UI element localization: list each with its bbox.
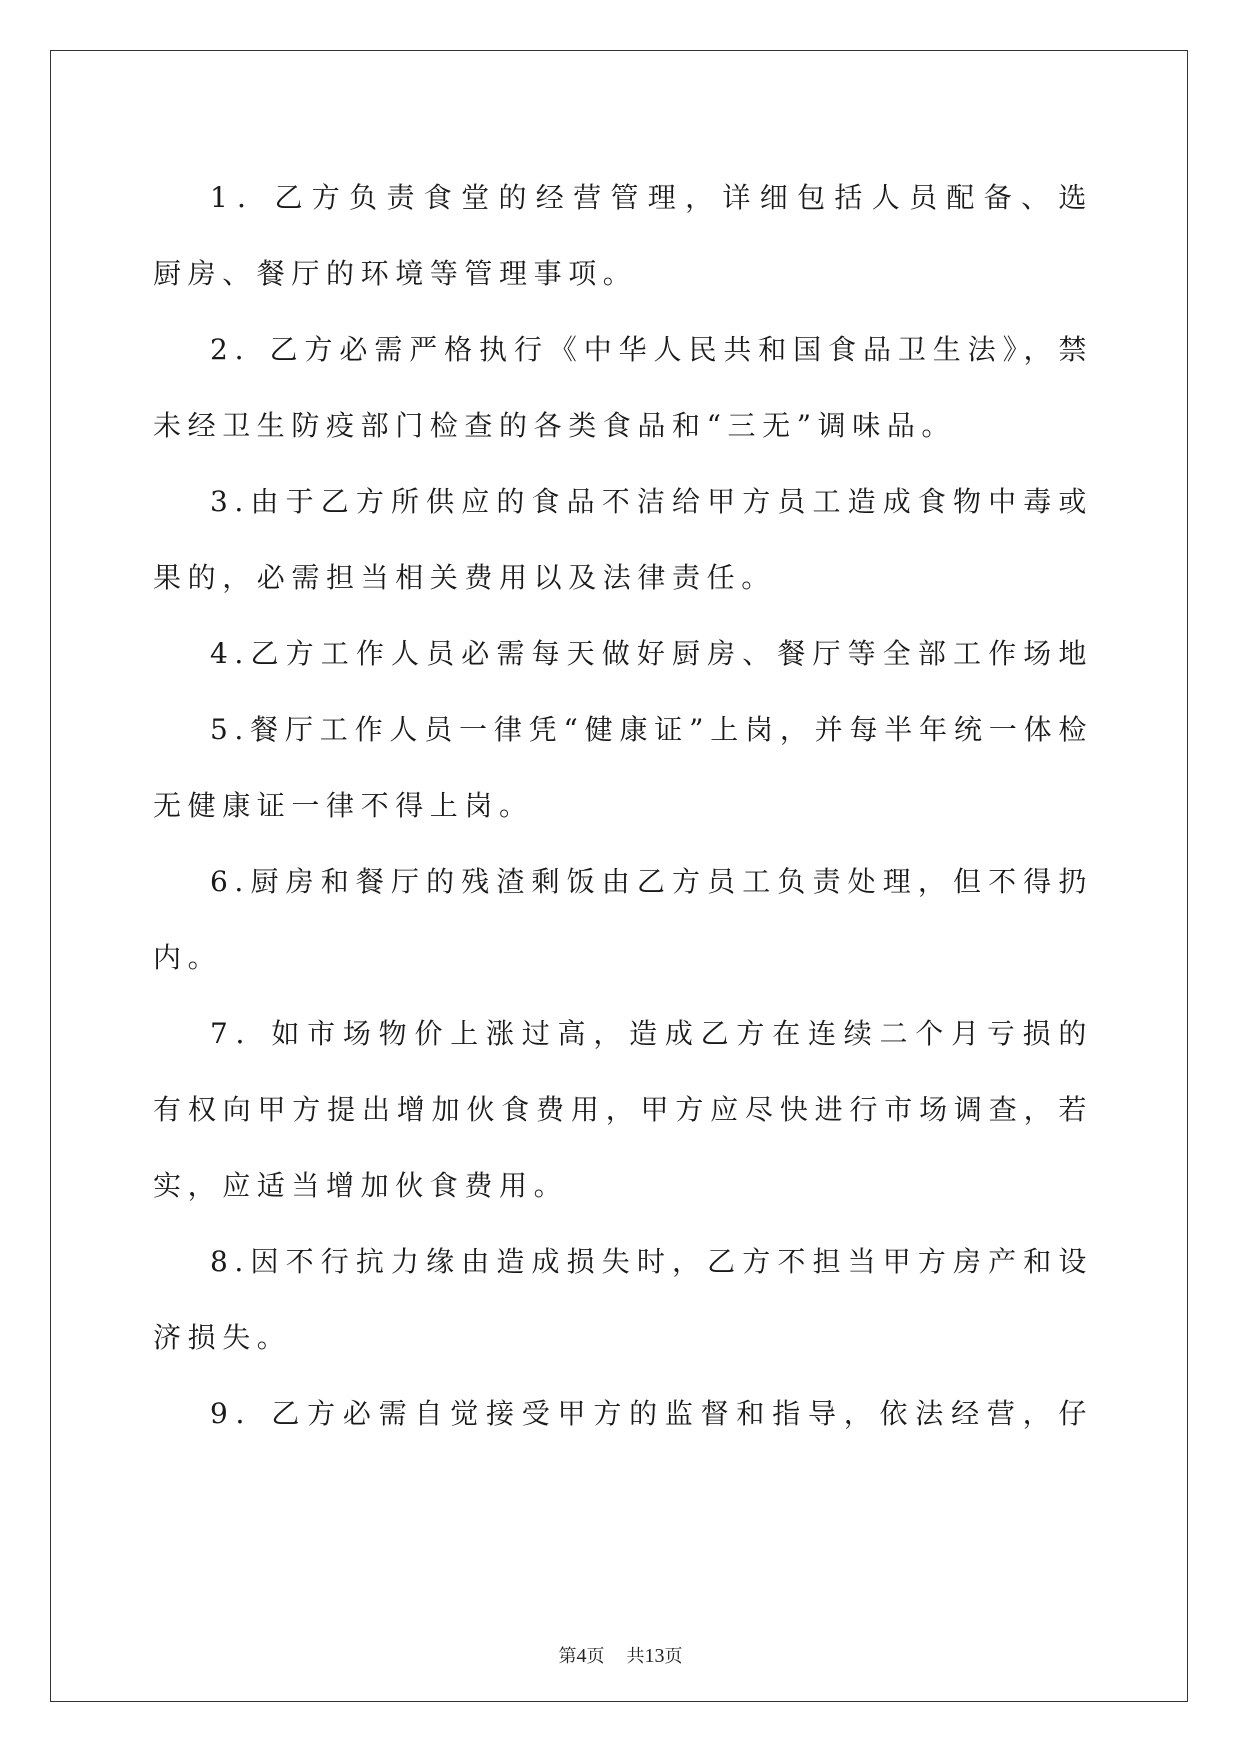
text-line: 果的，必需担当相关费用以及法律责任。 [153, 561, 776, 594]
text-line: 未经卫生防疫部门检查的各类食品和“三无”调味品。 [153, 409, 957, 442]
text-line: 实，应适当增加伙食费用。 [153, 1169, 569, 1202]
text-line: 济损失。 [153, 1321, 292, 1354]
text-line: 6.厨房和餐厅的残渣剩饭由乙方员工负责处理，但不得扔 [210, 865, 1093, 898]
text-line: 无健康证一律不得上岗。 [153, 789, 534, 822]
document-body [153, 160, 1093, 1452]
total-pages: 13 [644, 1645, 665, 1667]
page-footer [0, 1642, 1241, 1668]
footer-total-suffix: 页 [664, 1646, 683, 1667]
text-line: 有权向甲方提出增加伙食费用，甲方应尽快进行市场调查，若 [153, 1093, 1093, 1126]
text-line: 厨房、餐厅的环境等管理事项。 [153, 257, 638, 290]
text-line: 8.因不行抗力缘由造成损失时，乙方不担当甲方房产和设 [210, 1245, 1093, 1278]
text-line: 3.由于乙方所供应的食品不洁给甲方员工造成食物中毒或 [210, 485, 1093, 518]
page-number: 4 [576, 1645, 587, 1667]
footer-total-prefix: 共 [626, 1646, 645, 1667]
text-line: 内。 [153, 941, 223, 974]
text-line: 7．如市场物价上涨过高，造成乙方在连续二个月亏损的 [210, 1017, 1093, 1050]
text-line: 5.餐厅工作人员一律凭“健康证”上岗，并每半年统一体检 [210, 713, 1093, 746]
text-line: 4.乙方工作人员必需每天做好厨房、餐厅等全部工作场地 [210, 637, 1093, 670]
text-line: 9．乙方必需自觉接受甲方的监督和指导，依法经营，仔 [210, 1397, 1093, 1430]
text-line: 2．乙方必需严格执行《中华人民共和国食品卫生法》，禁 [210, 333, 1093, 366]
text-line: 1．乙方负责食堂的经营管理，详细包括人员配备、选 [210, 181, 1093, 214]
footer-page-suffix: 页 [586, 1646, 605, 1667]
footer-prefix: 第 [558, 1646, 577, 1667]
